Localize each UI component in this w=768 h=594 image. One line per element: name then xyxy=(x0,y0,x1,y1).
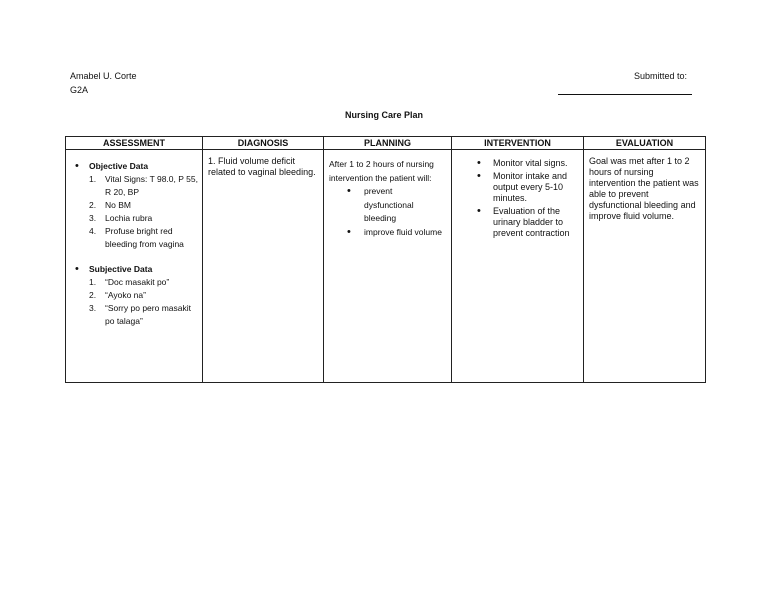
list-item: 3. Lochia rubra xyxy=(89,213,153,223)
signature-line xyxy=(558,94,692,95)
list-item: • prevent dysfunctional bleeding xyxy=(329,185,442,226)
list-item: • Monitor vital signs. xyxy=(457,158,579,169)
table-row xyxy=(66,150,706,383)
list-item: 2. No BM xyxy=(89,200,131,210)
subjective-list xyxy=(89,276,197,328)
planning-list xyxy=(329,185,446,239)
intervention-cell xyxy=(452,150,584,383)
planning-cell xyxy=(324,150,452,383)
column-header-planning: PLANNING xyxy=(324,137,452,150)
table-header-row xyxy=(66,137,706,150)
care-plan-table xyxy=(65,136,706,383)
list-item: • Evaluation of the urinary bladder to prevent contraction xyxy=(457,206,579,239)
submitted-to-label: Submitted to: xyxy=(634,71,688,81)
objective-list xyxy=(89,173,197,251)
objective-title: • Objective Data xyxy=(89,161,149,171)
column-header-assessment: ASSESSMENT xyxy=(66,137,203,150)
list-item: 4. Profuse bright red bleeding from vagina xyxy=(89,226,184,249)
list-item: • Monitor intake and output every 5-10 minutes. xyxy=(457,171,579,204)
column-header-evaluation: EVALUATION xyxy=(584,137,706,150)
assessment-list xyxy=(71,160,197,328)
list-item: 3. “Sorry po pero masakit po talaga” xyxy=(89,303,191,326)
column-header-diagnosis: DIAGNOSIS xyxy=(203,137,324,150)
evaluation-cell xyxy=(584,150,706,383)
diagnosis-cell xyxy=(203,150,324,383)
assessment-cell xyxy=(66,150,203,383)
list-item: 1. Vital Signs: T 98.0, P 55, R 20, BP xyxy=(89,174,198,197)
subjective-title: • Subjective Data xyxy=(89,264,153,274)
column-header-intervention: INTERVENTION xyxy=(452,137,584,150)
evaluation-text: Goal was met after 1 to 2 hours of nursing intervention the patient was able to prevent dysfunctional bleeding and improve fluid volume. xyxy=(589,156,699,221)
list-item: 1. “Doc masakit po” xyxy=(89,277,170,287)
list-item: 2. “Ayoko na” xyxy=(89,290,146,300)
page-title: Nursing Care Plan xyxy=(344,110,424,120)
objective-section xyxy=(71,160,197,263)
student-group: G2A xyxy=(70,85,89,95)
student-name: Amabel U. Corte xyxy=(70,71,137,81)
subjective-section xyxy=(71,263,197,328)
list-item: • improve fluid volume xyxy=(329,226,442,240)
diagnosis-text: 1. Fluid volume deficit related to vaginal bleeding. xyxy=(208,156,316,177)
intervention-list xyxy=(457,158,578,239)
planning-intro: After 1 to 2 hours of nursing intervention the patient will: xyxy=(329,159,434,183)
